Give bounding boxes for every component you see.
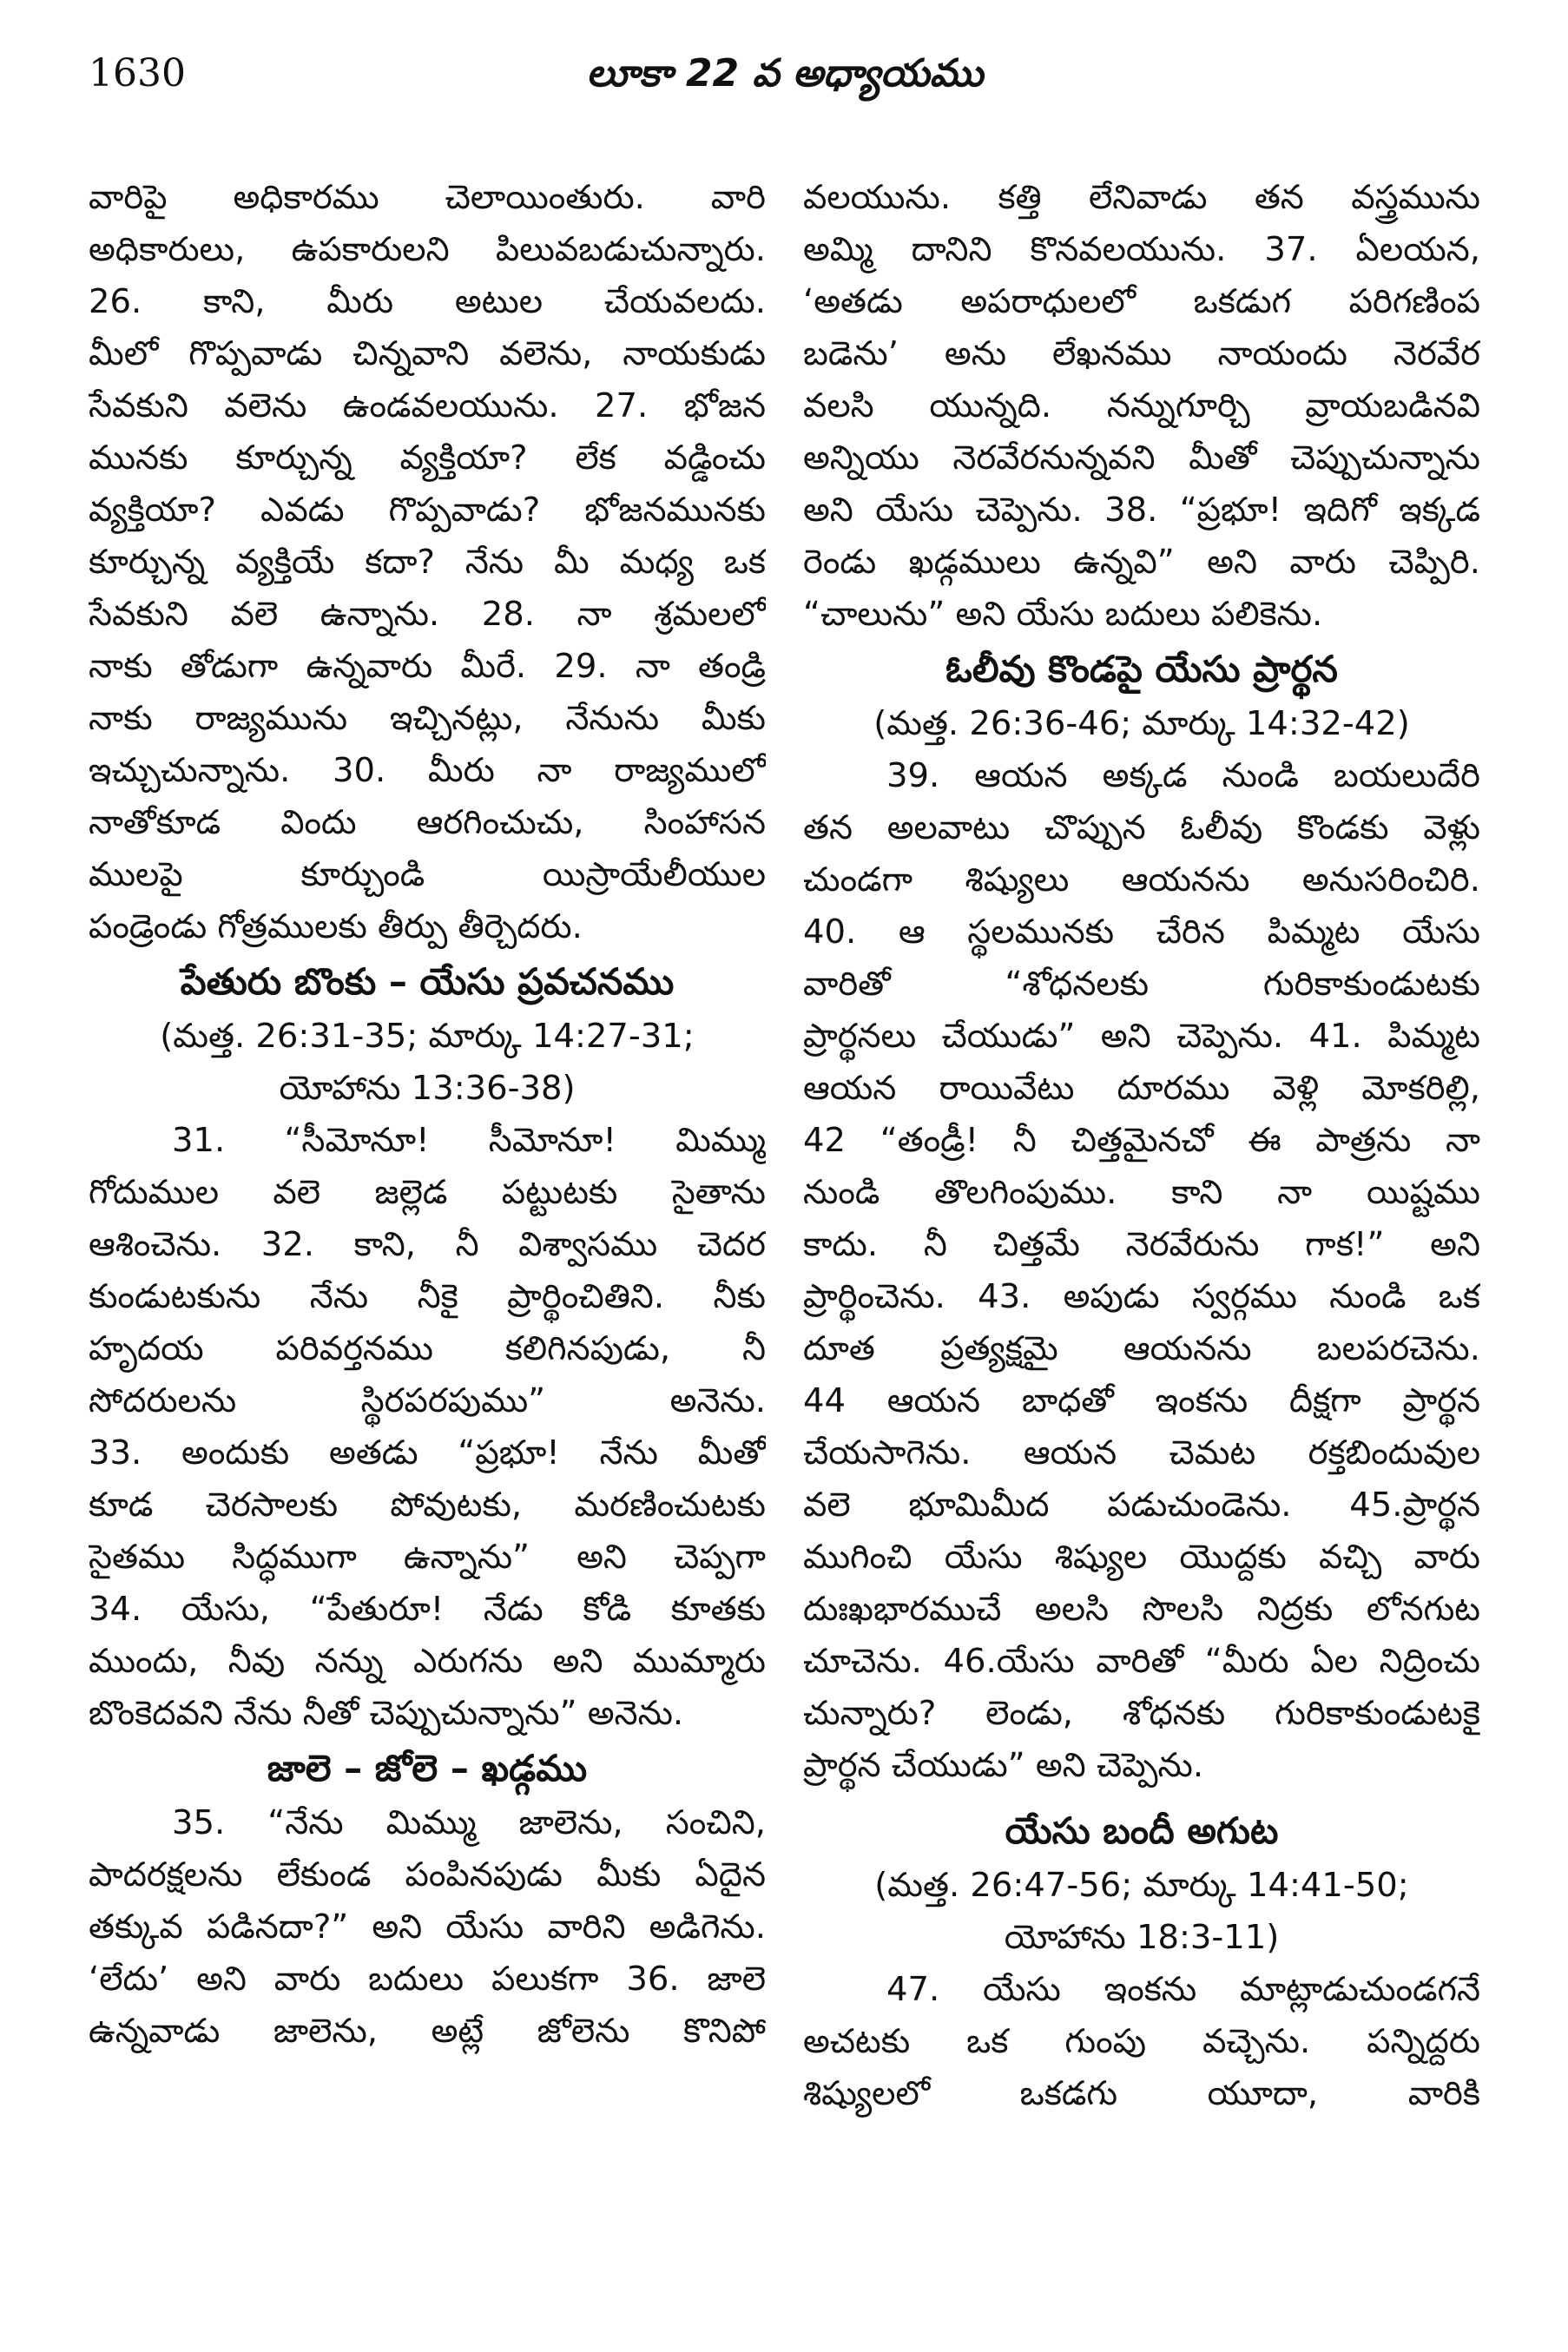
chapter-title: లూకా 22 వ అధ్యాయము bbox=[586, 51, 984, 96]
text-line: చేయసాగెను. ఆయన చెమట రక్తబిందువుల bbox=[803, 1433, 1480, 1472]
text-line: హృదయ పరివర్తనము కలిగినపుడు, నీ bbox=[89, 1329, 766, 1368]
text-line: వారితో “శోధనలకు గురికాకుండుటకు bbox=[803, 965, 1480, 1004]
text-line: కూడ చెరసాలకు పోవుటకు, మరణించుటకు bbox=[89, 1486, 766, 1525]
text-line: బొంకెదవని నేను నీతో చెప్పుచున్నాను” అనెను. bbox=[89, 1694, 684, 1733]
text-line: ప్రార్థించెను. 43. అపుడు స్వర్గము నుండి ఒక bbox=[803, 1277, 1480, 1316]
paragraph-verses-31-34 bbox=[89, 1115, 766, 1740]
text-line: నాతోకూడ విందు ఆరగించుచు, సింహాసన bbox=[89, 803, 766, 842]
running-head bbox=[89, 45, 1481, 102]
text-line: కుండుటకును నేను నీకై ప్రార్థించితిని. నీకు bbox=[89, 1277, 766, 1316]
text-line: గోదుముల వలె జల్లెడ పట్టుటకు సైతాను bbox=[89, 1173, 766, 1212]
text-line: మీలో గొప్పవాడు చిన్నవాని వలెను, నాయకుడు bbox=[89, 334, 766, 373]
paragraph-verses-35-36 bbox=[89, 1797, 766, 2058]
text-line: ప్రార్థన చేయుడు” అని చెప్పెను. bbox=[803, 1746, 1204, 1785]
text-line: ముగించి యేసు శిష్యుల యొద్దకు వచ్చి వారు bbox=[803, 1538, 1480, 1577]
text-line: సేవకుని వలె ఉన్నాను. 28. నా శ్రమలలో bbox=[89, 595, 766, 634]
text-line: వ్యక్తియా? ఎవడు గొప్పవాడు? భోజనమునకు bbox=[89, 491, 766, 530]
cross-reference: (మత్త. 26:47-56; మార్కు 14:41-50; bbox=[874, 1866, 1409, 1905]
text-line: 34. యేసు, “పేతురూ! నేడు కోడి కూతకు bbox=[89, 1590, 766, 1629]
text-line: తన అలవాటు చొప్పున ఓలీవు కొండకు వెళ్లు bbox=[803, 808, 1480, 847]
text-line: చున్నారు? లెండు, శోధనకు గురికాకుండుటకై bbox=[803, 1694, 1480, 1733]
section-heading: ఓలీవు కొండపై యేసు ప్రార్థన bbox=[945, 648, 1338, 690]
left-column bbox=[89, 172, 766, 2058]
text-line: శిష్యులలో ఒకడగు యూదా, వారికి bbox=[803, 2074, 1480, 2113]
text-line: వలయును. కత్తి లేనివాడు తన వస్త్రమును bbox=[803, 178, 1480, 217]
text-line: కాదు. నీ చిత్తమే నెరవేరును గాక!” అని bbox=[803, 1225, 1480, 1264]
text-line: ఆశించెను. 32. కాని, నీ విశ్వాసము చెదర bbox=[89, 1225, 766, 1264]
text-line: వారిపై అధికారము చెలాయింతురు. వారి bbox=[89, 178, 766, 217]
cross-reference: యోహాను 13:36-38) bbox=[279, 1069, 576, 1108]
text-line: పండ్రెండు గోత్రములకు తీర్పు తీర్చెదరు. bbox=[89, 907, 583, 946]
text-line: దుఃఖభారముచే అలసి సొలసి నిద్రకు లోనగుట bbox=[803, 1590, 1480, 1629]
text-line: మునకు కూర్చున్న వ్యక్తియా? లేక వడ్డించు bbox=[89, 438, 766, 478]
text-line: ఇచ్చుచున్నాను. 30. మీరు నా రాజ్యములో bbox=[89, 751, 766, 790]
text-line: బడెను’ అను లేఖనము నాయందు నెరవేర bbox=[803, 334, 1480, 373]
text-line: 40. ఆ స్థలమునకు చేరిన పిమ్మట యేసు bbox=[803, 912, 1480, 952]
paragraph-verse-47 bbox=[803, 1964, 1480, 2120]
text-line: “చాలును” అని యేసు బదులు పలికెను. bbox=[803, 595, 1323, 634]
text-line: తక్కువ పడినదా?” అని యేసు వారిని అడిగెను. bbox=[89, 1907, 766, 1947]
text-line: ములపై కూర్చుండి యిస్రాయేలీయుల bbox=[89, 855, 766, 894]
paragraph-verses-25-30 bbox=[89, 172, 766, 953]
paragraph-verses-39-46 bbox=[803, 750, 1480, 1792]
text-line: నాకు తోడుగా ఉన్నవారు మీరే. 29. నా తండ్రి bbox=[89, 647, 766, 686]
cross-reference: (మత్త. 26:31-35; మార్కు 14:27-31; bbox=[160, 1017, 695, 1056]
text-line: 39. ఆయన అక్కడ నుండి బయలుదేరి bbox=[886, 756, 1480, 795]
text-line: 47. యేసు ఇంకను మాట్లాడుచుండగనే bbox=[886, 1970, 1480, 2009]
text-line: ప్రార్థనలు చేయుడు” అని చెప్పెను. 41. పిమ్మట bbox=[803, 1017, 1480, 1056]
text-line: 31. “సీమోనూ! సీమోనూ! మిమ్ము bbox=[172, 1121, 766, 1160]
text-line: 44 ఆయన బాధతో ఇంకను దీక్షగా ప్రార్థన bbox=[803, 1381, 1480, 1420]
text-line: ఆయన రాయివేటు దూరము వెళ్లి మోకరిల్లి, bbox=[803, 1069, 1480, 1108]
text-line: రెండు ఖడ్గములు ఉన్నవి” అని వారు చెప్పిరి. bbox=[803, 543, 1480, 582]
text-line: దూత ప్రత్యక్షమై ఆయనను బలపరచెను. bbox=[803, 1329, 1480, 1368]
text-line: అచటకు ఒక గుంపు వచ్చెను. పన్నిద్దరు bbox=[803, 2022, 1480, 2061]
section-heading: పేతురు బొంకు – యేసు ప్రవచనము bbox=[180, 960, 675, 1003]
text-line: 42 “తండ్రీ! నీ చిత్తమైనచో ఈ పాత్రను నా bbox=[803, 1121, 1480, 1160]
text-line: వలె భూమిమీద పడుచుండెను. 45.ప్రార్థన bbox=[803, 1486, 1480, 1525]
text-line: ‘లేదు’ అని వారు బదులు పలుకగా 36. జాలె bbox=[89, 1960, 766, 1999]
cross-reference: (మత్త. 26:36-46; మార్కు 14:32-42) bbox=[873, 704, 1410, 743]
text-line: సోదరులను స్థిరపరపుము” అనెను. bbox=[89, 1381, 766, 1420]
text-line: నాకు రాజ్యమును ఇచ్చినట్లు, నేనును మీకు bbox=[89, 699, 766, 738]
text-line: ‘అతడు అపరాధులలో ఒకడుగ పరిగణింప bbox=[803, 282, 1480, 321]
text-line: ఉన్నవాడు జాలెను, అట్లే జోలెను కొనిపో bbox=[89, 2012, 766, 2051]
text-line: 33. అందుకు అతడు “ప్రభూ! నేను మీతో bbox=[89, 1433, 766, 1472]
paragraph-verses-36-38 bbox=[803, 172, 1480, 641]
text-line: వలసి యున్నది. నన్నుగూర్చి వ్రాయబడినవి bbox=[803, 386, 1480, 425]
text-line: నుండి తొలగింపుము. కాని నా యిష్టము bbox=[803, 1173, 1480, 1212]
text-line: అని యేసు చెప్పెను. 38. “ప్రభూ! ఇదిగో ఇక్కడ bbox=[803, 491, 1480, 530]
page-number: 1630 bbox=[89, 51, 186, 96]
text-line: సేవకుని వలెను ఉండవలయును. 27. భోజన bbox=[89, 386, 766, 425]
text-line: అన్నియు నెరవేరనున్నవని మీతో చెప్పుచున్నాను bbox=[803, 438, 1480, 478]
text-line: 26. కాని, మీరు అటుల చేయవలదు. bbox=[89, 282, 766, 321]
text-line: చుండగా శిష్యులు ఆయనను అనుసరించిరి. bbox=[803, 860, 1480, 899]
right-column bbox=[803, 172, 1480, 2120]
text-line: 35. “నేను మిమ్ము జాలెను, సంచిని, bbox=[172, 1803, 766, 1842]
text-line: ముందు, నీవు నన్ను ఎరుగను అని ముమ్మారు bbox=[89, 1642, 766, 1681]
cross-reference: యోహాను 18:3-11) bbox=[1004, 1918, 1280, 1957]
text-line: సైతము సిద్ధముగా ఉన్నాను” అని చెప్పగా bbox=[89, 1538, 766, 1577]
text-line: పాదరక్షలను లేకుండ పంపినపుడు మీకు ఏదైన bbox=[89, 1855, 766, 1894]
section-heading: యేసు బందీ అగుట bbox=[1005, 1809, 1279, 1852]
text-line: అమ్మి దానిని కొనవలయును. 37. ఏలయన, bbox=[803, 230, 1480, 269]
text-line: కూర్చున్న వ్యక్తియే కదా? నేను మీ మధ్య ఒక bbox=[89, 543, 766, 582]
text-line: అధికారులు, ఉపకారులని పిలువబడుచున్నారు. bbox=[89, 230, 766, 269]
section-heading: జాలె – జోలె – ఖడ్గము bbox=[267, 1747, 588, 1789]
text-line: చూచెను. 46.యేసు వారితో “మీరు ఏల నిద్రించు bbox=[803, 1642, 1480, 1681]
